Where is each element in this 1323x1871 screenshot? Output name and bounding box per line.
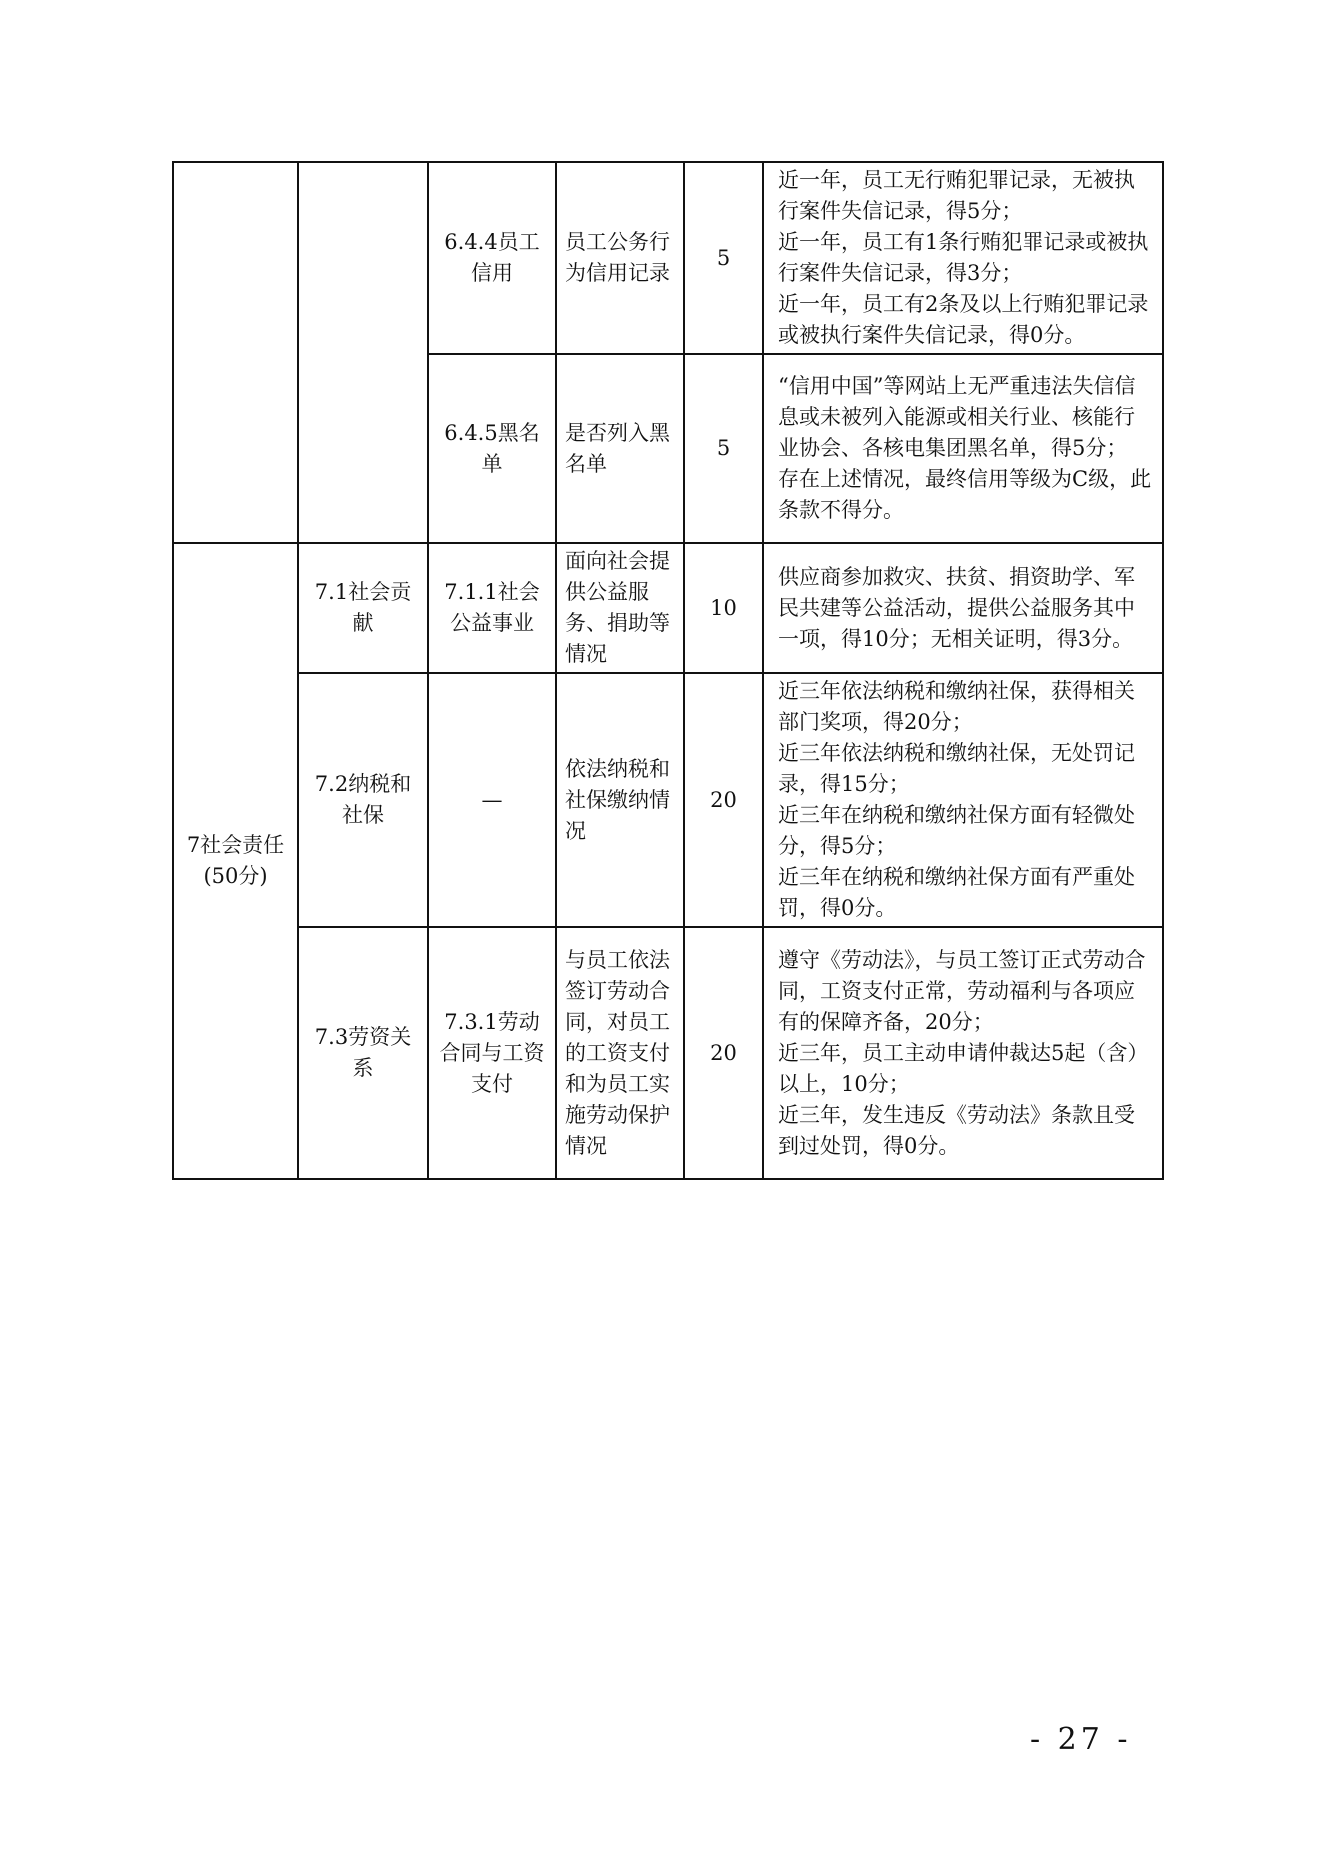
item-cell: 6.4.4员工信用 [428,162,556,354]
evaluation-table [172,161,1164,1180]
criteria-cell: 近三年依法纳税和缴纳社保，获得相关部门奖项，得20分； 近三年依法纳税和缴纳社保，无处罚记录，得15分； 近三年在纳税和缴纳社保方面有轻微处分，得5分； 近三年在纳税和缴纳社保方面有严重处罚，得0分。 [763,673,1163,927]
criteria-cell: 供应商参加救灾、扶贫、捐资助学、军民共建等公益活动，提供公益服务其中一项，得10分；无相关证明，得3分。 [763,543,1163,673]
score-cell: 20 [684,927,763,1179]
category-cell: 7社会责任(50分) [173,543,298,1179]
score-cell: 5 [684,354,763,543]
score-cell: 10 [684,543,763,673]
score-cell: 5 [684,162,763,354]
item-cell: 6.4.5黑名单 [428,354,556,543]
item-cell: 7.3.1劳动合同与工资支付 [428,927,556,1179]
table-row [173,162,1163,354]
subcategory-cell [298,162,428,543]
criteria-cell: “信用中国”等网站上无严重违法失信信息或未被列入能源或相关行业、核能行业协会、各核电集团黑名单，得5分； 存在上述情况，最终信用等级为C级，此条款不得分。 [763,354,1163,543]
content-cell: 员工公务行为信用记录 [556,162,684,354]
content-cell: 与员工依法签订劳动合同，对员工的工资支付和为员工实施劳动保护情况 [556,927,684,1179]
table-row [173,927,1163,1179]
content-cell: 面向社会提供公益服务、捐助等情况 [556,543,684,673]
content-cell: 依法纳税和社保缴纳情况 [556,673,684,927]
subcategory-cell: 7.3劳资关系 [298,927,428,1179]
subcategory-cell: 7.1社会贡献 [298,543,428,673]
page-number: - 27 - [1030,1722,1132,1757]
score-cell: 20 [684,673,763,927]
category-cell [173,162,298,543]
item-cell: 7.1.1社会公益事业 [428,543,556,673]
criteria-cell: 遵守《劳动法》，与员工签订正式劳动合同，工资支付正常，劳动福利与各项应有的保障齐备，20分； 近三年，员工主动申请仲裁达5起（含）以上，10分； 近三年，发生违反《劳动法》条款且受到过处罚，得0分。 [763,927,1163,1179]
table-row [173,673,1163,927]
criteria-cell: 近一年，员工无行贿犯罪记录，无被执行案件失信记录，得5分； 近一年，员工有1条行贿犯罪记录或被执行案件失信记录，得3分； 近一年，员工有2条及以上行贿犯罪记录或被执行案件失信记录，得0分。 [763,162,1163,354]
content-cell: 是否列入黑名单 [556,354,684,543]
table-row [173,543,1163,673]
item-cell: — [428,673,556,927]
subcategory-cell: 7.2纳税和社保 [298,673,428,927]
